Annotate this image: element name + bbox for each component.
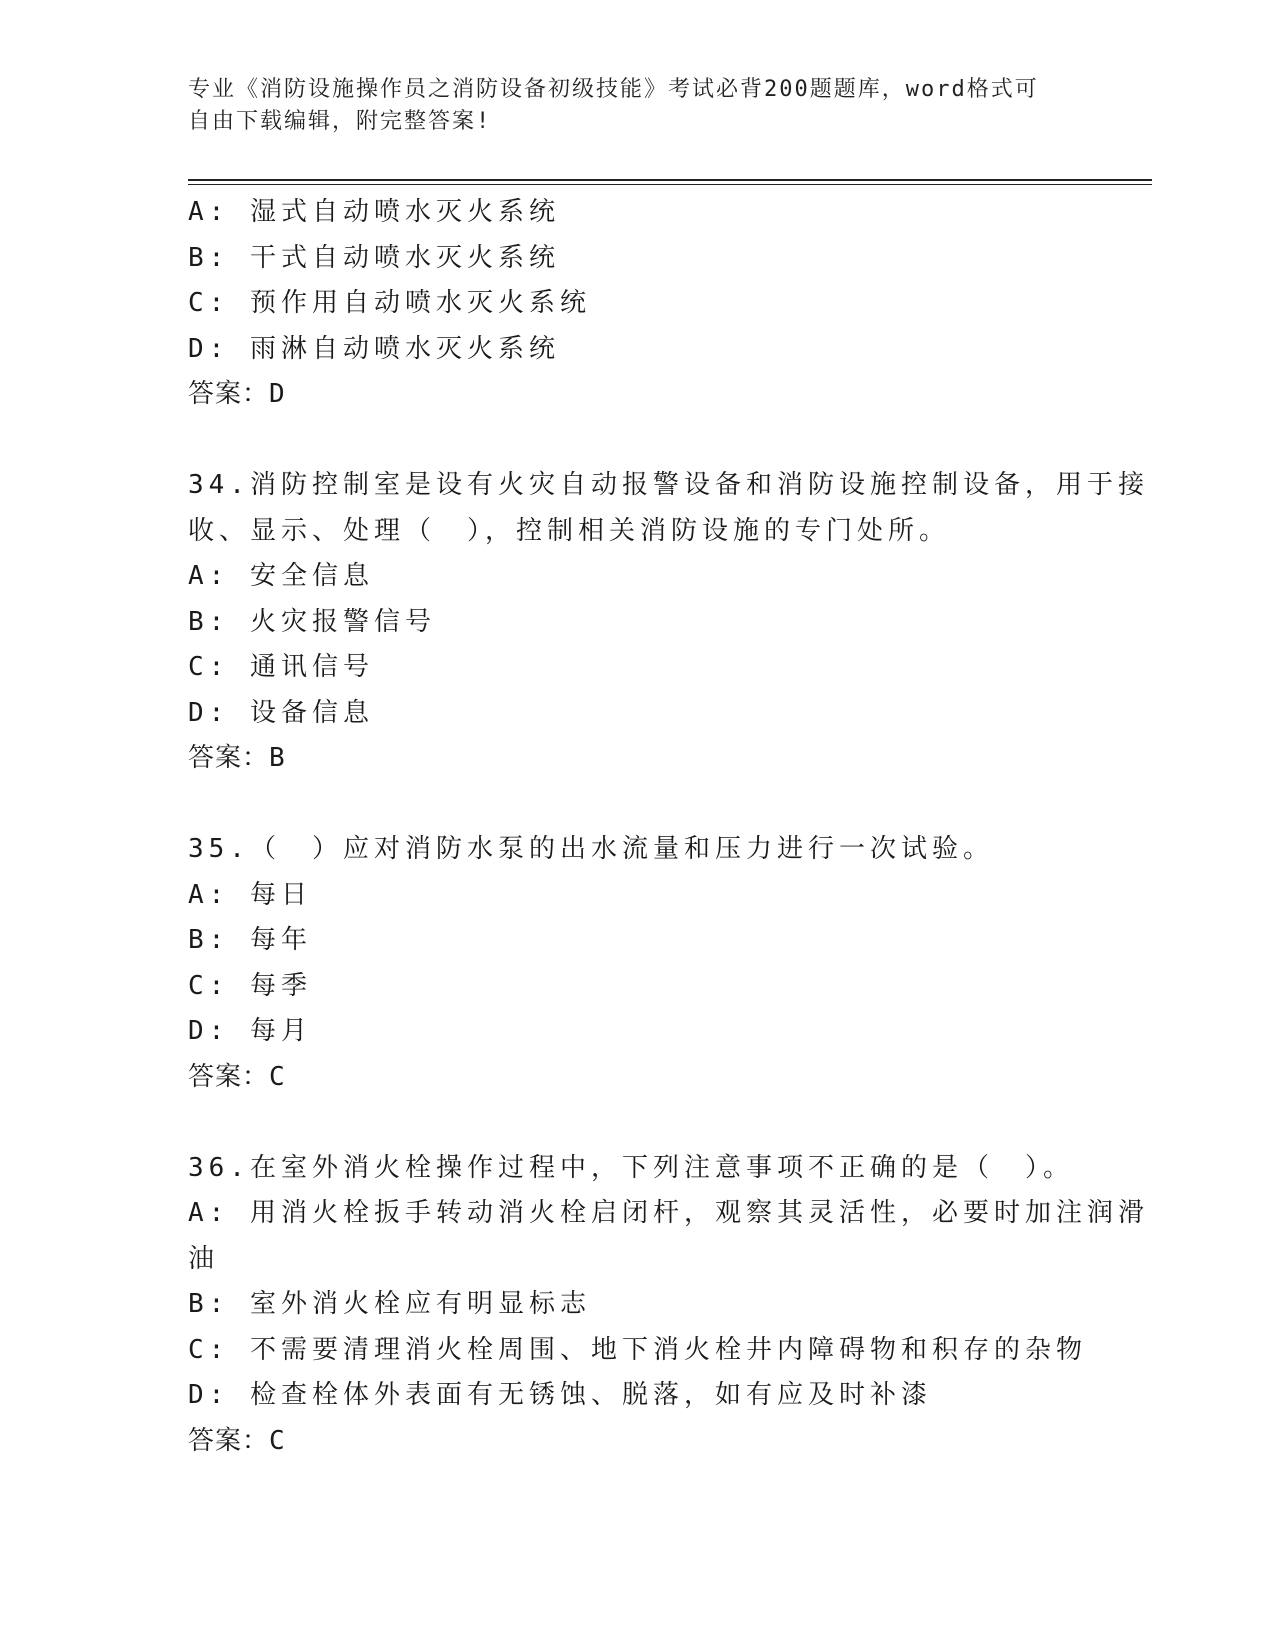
option-c: C: 不需要清理消火栓周围、地下消火栓井内障碍物和积存的杂物 bbox=[188, 1334, 1087, 1365]
option-b: B: 室外消火栓应有明显标志 bbox=[188, 1289, 591, 1319]
option-a-line-2: 油 bbox=[188, 1243, 220, 1274]
question-35 bbox=[188, 827, 1088, 1100]
option-a: A: 每日 bbox=[188, 879, 312, 910]
question-stem: 36.在室外消火栓操作过程中，下列注意事项不正确的是（ ）。 bbox=[188, 1152, 1074, 1183]
option-b: B: 每年 bbox=[188, 925, 312, 955]
spacer bbox=[188, 782, 1088, 828]
option-c: C: 每季 bbox=[188, 970, 312, 1001]
header-divider-thick bbox=[188, 179, 1152, 181]
question-stem-line-2: 收、显示、处理（ ），控制相关消防设施的专门处所。 bbox=[188, 515, 951, 546]
header-divider-thin bbox=[188, 184, 1152, 185]
option-c: C: 通讯信号 bbox=[188, 652, 374, 682]
spacer bbox=[188, 418, 1088, 464]
spacer bbox=[188, 1100, 1088, 1146]
option-b: B: 干式自动喷水灭火系统 bbox=[188, 242, 560, 273]
answer: 答案：C bbox=[188, 1425, 286, 1456]
option-a-line-1: A: 用消火栓扳手转动消火栓启闭杆，观察其灵活性，必要时加注润滑 bbox=[188, 1198, 1149, 1228]
answer: 答案：C bbox=[188, 1061, 286, 1092]
option-a: A: 湿式自动喷水灭火系统 bbox=[188, 197, 560, 227]
option-c: C: 预作用自动喷水灭火系统 bbox=[188, 288, 591, 318]
option-d: D: 每月 bbox=[188, 1016, 312, 1046]
question-34 bbox=[188, 463, 1149, 782]
question-list bbox=[188, 190, 1149, 1464]
option-d: D: 设备信息 bbox=[188, 697, 374, 728]
question-36 bbox=[188, 1146, 1149, 1465]
question-stem: 35.（ ）应对消防水泵的出水流量和压力进行一次试验。 bbox=[188, 834, 994, 864]
answer: 答案：B bbox=[188, 743, 286, 773]
option-a: A: 安全信息 bbox=[188, 561, 374, 591]
header-line-2: 自由下载编辑，附完整答案! bbox=[188, 109, 492, 134]
option-d: D: 检查栓体外表面有无锈蚀、脱落，如有应及时补漆 bbox=[188, 1380, 932, 1410]
answer: 答案：D bbox=[188, 379, 286, 409]
question-stem-line-1: 34.消防控制室是设有火灾自动报警设备和消防设施控制设备，用于接 bbox=[188, 470, 1149, 500]
question-33 bbox=[188, 190, 1088, 418]
option-b: B: 火灾报警信号 bbox=[188, 606, 436, 637]
option-d: D: 雨淋自动喷水灭火系统 bbox=[188, 333, 560, 364]
header-line-1: 专业《消防设施操作员之消防设备初级技能》考试必背200题题库，word格式可 bbox=[188, 77, 1039, 102]
document-header bbox=[188, 74, 1068, 138]
